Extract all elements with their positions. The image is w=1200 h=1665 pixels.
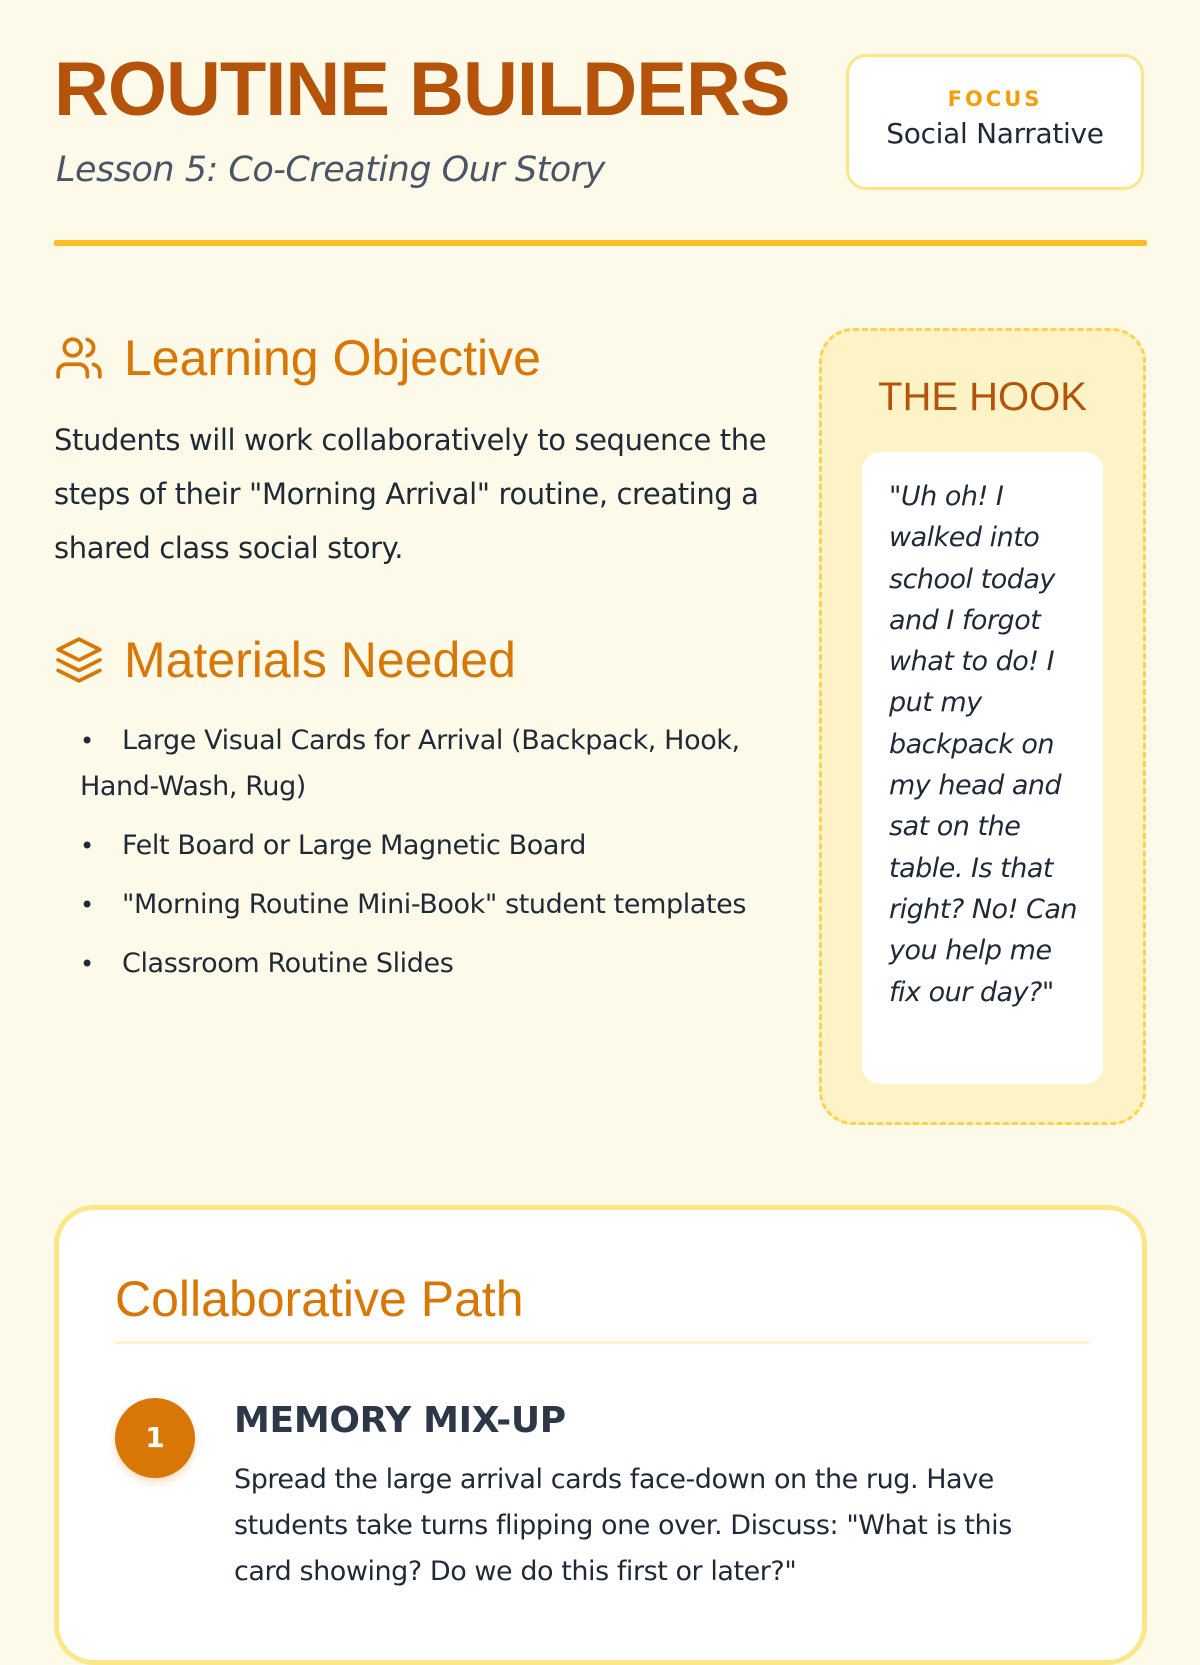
users-icon bbox=[54, 333, 104, 383]
objective-text: Students will work collaboratively to sequence the steps of their "Morning Arrival" routine, creating a shared class social story. bbox=[54, 423, 767, 565]
bullet-icon: • bbox=[80, 950, 94, 978]
path-title: Collaborative Path bbox=[115, 1271, 524, 1327]
list-item bbox=[80, 941, 800, 987]
materials-title: Materials Needed bbox=[124, 632, 516, 688]
materials-list bbox=[80, 718, 800, 1000]
focus-card bbox=[846, 54, 1144, 190]
layers-icon bbox=[54, 635, 104, 685]
focus-label: FOCUS bbox=[947, 87, 1043, 111]
lesson-page bbox=[54, 0, 1147, 1600]
page-title: ROUTINE BUILDERS bbox=[54, 47, 790, 132]
list-item-text: Classroom Routine Slides bbox=[122, 948, 454, 979]
path-divider bbox=[115, 1341, 1089, 1344]
bullet-icon: • bbox=[80, 832, 94, 860]
list-item bbox=[80, 882, 800, 928]
materials-heading bbox=[54, 632, 516, 688]
step-number-badge: 1 bbox=[115, 1398, 195, 1478]
hook-quote: "Uh oh! I walked into school today and I forgot what to do! I put my backpack on my head and sat on the table. Is that right? No! Can you help me fix our day?" bbox=[862, 452, 1103, 1084]
list-item-text: Large Visual Cards for Arrival (Backpack, Hook, Hand-Wash, Rug) bbox=[80, 725, 740, 802]
focus-value: Social Narrative bbox=[886, 117, 1104, 150]
objective-heading bbox=[54, 330, 541, 386]
lesson-subtitle: Lesson 5: Co-Creating Our Story bbox=[56, 150, 605, 190]
collaborative-path-card bbox=[54, 1205, 1147, 1665]
objective-title: Learning Objective bbox=[124, 330, 541, 386]
list-item bbox=[80, 718, 800, 810]
list-item bbox=[80, 823, 800, 869]
list-item-text: "Morning Routine Mini-Book" student templates bbox=[122, 889, 747, 920]
step-description: Spread the large arrival cards face-down on the rug. Have students take turns flipping one over. Discuss: "What is this card showing? Do we do this first or later?" bbox=[234, 1464, 1012, 1587]
step-title: MEMORY MIX-UP bbox=[234, 1400, 566, 1441]
hook-box bbox=[819, 328, 1146, 1125]
hook-title: THE HOOK bbox=[878, 375, 1087, 419]
bullet-icon: • bbox=[80, 891, 94, 919]
header-divider bbox=[54, 240, 1147, 246]
bullet-icon: • bbox=[80, 727, 94, 755]
list-item-text: Felt Board or Large Magnetic Board bbox=[122, 830, 586, 861]
